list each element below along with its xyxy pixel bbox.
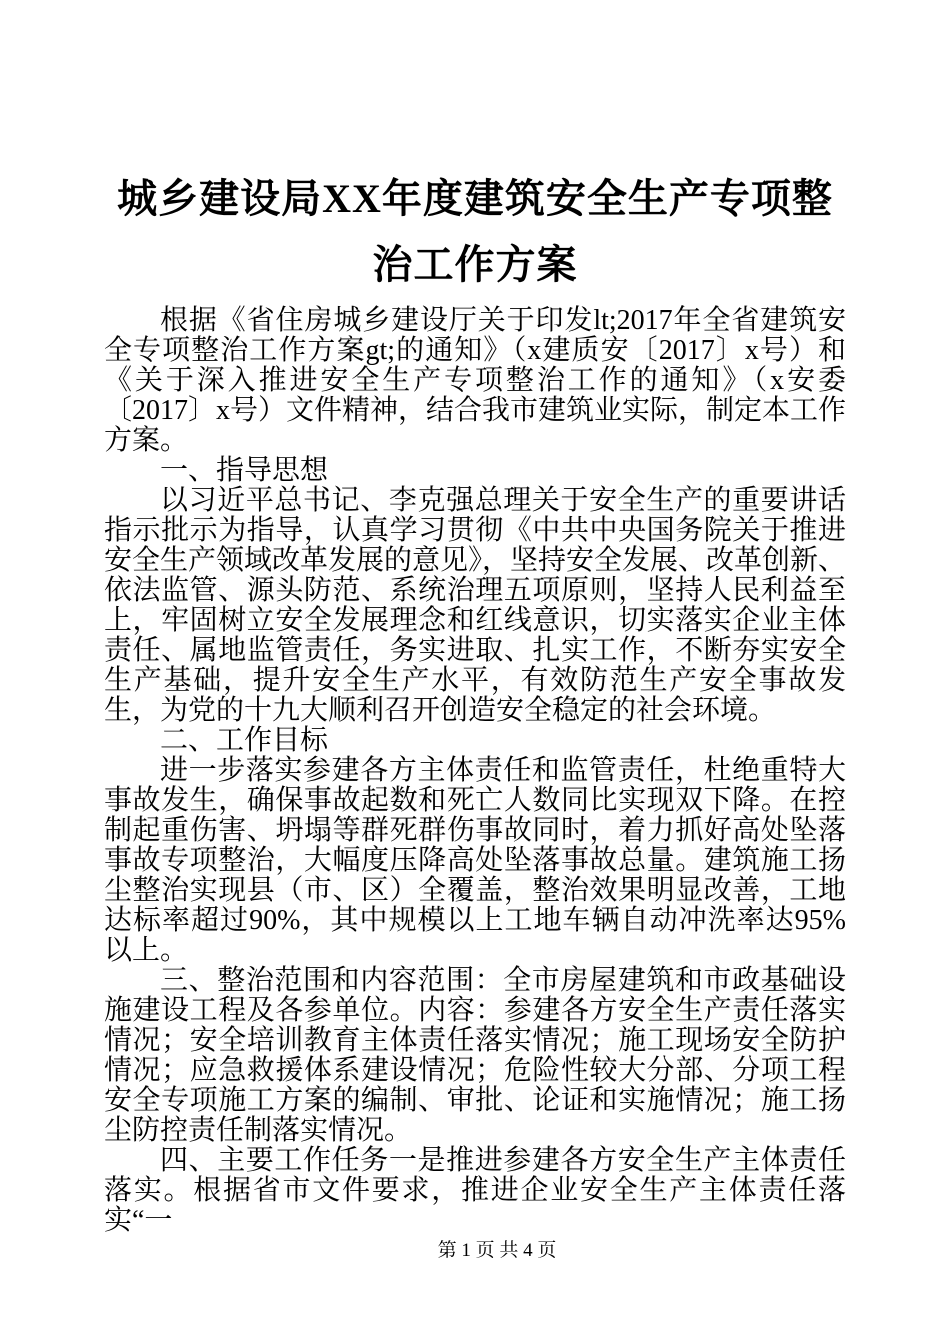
paragraph-work-goals: 进一步落实参建各方主体责任和监管责任，杜绝重特大事故发生，确保事故起数和死亡人数同比实现双下降。在控制起重伤害、坍塌等群死群伤事故同时，着力抓好高处坠落事故专项整治，大幅度压降高处坠落事故总量。建筑施工扬尘整治实现县（市、区）全覆盖，整治效果明显改善，工地达标率超过90%，其中规模以上工地车辆自动冲洗率达95%以上。 — [104, 755, 846, 966]
page-number-footer: 第 1 页 共 4 页 — [437, 1240, 557, 1261]
document-title: 城乡建设局XX年度建筑安全生产专项整治工作方案 — [117, 176, 833, 287]
paragraph-scope-and-content: 三、整治范围和内容范围：全市房屋建筑和市政基础设施建设工程及各参单位。内容：参建各方安全生产责任落实情况；安全培训教育主体责任落实情况；施工现场安全防护情况；应急救援体系建设情况；危险性较大分部、分项工程安全专项施工方案的编制、审批、论证和实施情况；施工扬尘防控责任制落实情况。 — [104, 965, 846, 1146]
paragraph-main-tasks: 四、主要工作任务一是推进参建各方安全生产主体责任落实。根据省市文件要求，推进企业安全生产主体责任落实“一 — [104, 1145, 846, 1236]
section-heading-work-goals: 二、工作目标 — [160, 725, 329, 756]
paragraph-guiding-ideology: 以习近平总书记、李克强总理关于安全生产的重要讲话指示批示为指导，认真学习贯彻《中共中央国务院关于推进安全生产领域改革发展的意见》，坚持安全发展、改革创新、依法监管、源头防范、系统治理五项原则，坚持人民利益至上，牢固树立安全发展理念和红线意识，切实落实企业主体责任、属地监管责任，务实进取、扎实工作，不断夯实安全生产基础，提升安全生产水平，有效防范生产安全事故发生，为党的十九大顺利召开创造安全稳定的社会环境。 — [104, 485, 847, 726]
document-body — [104, 306, 846, 1236]
paragraph-intro: 根据《省住房城乡建设厅关于印发lt;2017年全省建筑安全专项整治工作方案gt;的通知》（x建质安〔2017〕x号）和《关于深入推进安全生产专项整治工作的通知》（x安委〔2017〕x号）文件精神，结合我市建筑业实际，制定本工作方案。 — [104, 305, 847, 456]
section-heading-guiding-ideology: 一、指导思想 — [160, 455, 329, 486]
